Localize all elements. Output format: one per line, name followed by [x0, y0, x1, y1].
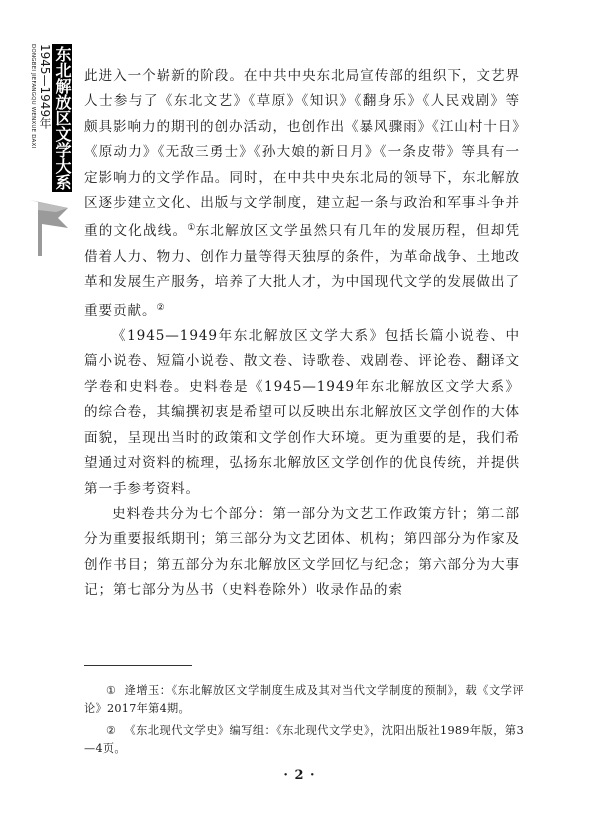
paragraph-1-text-b: 东北解放区文学虽然只有几年的发展历程，但却凭借着人力、物力、创作力量等得天独厚的条件，为革命战争、土地改革和发展生产服务，培养了大批人才，为中国现代文学的发展做出了重要贡献。: [84, 223, 520, 319]
page-number: · 2 ·: [283, 768, 316, 783]
footnote-divider: [84, 665, 192, 666]
footnote-ref-2[interactable]: ②: [156, 302, 165, 313]
paragraph-2: 《1945—1949年东北解放区文学大系》包括长篇小说卷、中篇小说卷、短篇小说卷、散文卷、诗歌卷、戏剧卷、评论卷、翻译文学卷和史料卷。史料卷是《1945—1949年东北解放区文学大系》的综合卷，其编撰初衷是希望可以反映出东北解放区文学创作的大体面貌，呈现出当时的政策和文学创作大环境。更为重要的是，我们希望通过对资料的梳理，弘扬东北解放区文学创作的优良传统，并提供第一手参考资料。: [84, 328, 520, 497]
footnote-text-2: 《东北现代文学史》编写组：《东北现代文学史》，沈阳出版社1989年版，第3—4页。: [84, 724, 524, 755]
footnotes: [84, 682, 524, 762]
body-text: [84, 64, 520, 604]
paragraph-1: [84, 64, 520, 324]
series-side-tab: [28, 44, 72, 192]
series-title: 东北解放区文学大系: [53, 46, 72, 190]
footnote-text-1: 逄增玉：《东北解放区文学制度生成及其对当代文学制度的预制》，载《文学评论》2017年第4期。: [84, 684, 524, 715]
footnote-ref-1[interactable]: ①: [187, 223, 196, 234]
footnote-1: [84, 682, 524, 718]
paragraph-3: 史料卷共分为七个部分：第一部分为文艺工作政策方针；第二部分为重要报纸期刊；第三部分为文艺团体、机构；第四部分为作家及创作书目；第五部分为东北解放区文学回忆与纪念；第六部分为大事记；第七部分为丛书（史料卷除外）收录作品的索: [84, 505, 520, 599]
paragraph-1-text-a: 此进入一个崭新的阶段。在中共中央东北局宣传部的组织下，文艺界人士参与了《东北文艺》《草原》《知识》《翻身乐》《人民戏剧》等颇具影响力的期刊的创办活动，也创作出《暴风骤雨》《江山村十日》《原动力》《无敌三勇士》《孙大娘的新日月》《一条皮带》等具有一定影响力的文学作品。同时，在中共中央东北局的领导下，东北解放区逐步建立文化、出版与文学制度，建立起一条与政治和军事斗争并重的文化战线。: [84, 68, 520, 240]
series-years: 1945—1949年: [38, 44, 52, 130]
flag-icon: [28, 198, 70, 258]
footnote-mark-1: ①: [106, 684, 117, 697]
footnote-2: [84, 722, 524, 758]
footnote-mark-2: ②: [106, 724, 117, 737]
series-pinyin: DONGBEI JIEFANGQU WENXUE DAXI: [30, 44, 36, 149]
